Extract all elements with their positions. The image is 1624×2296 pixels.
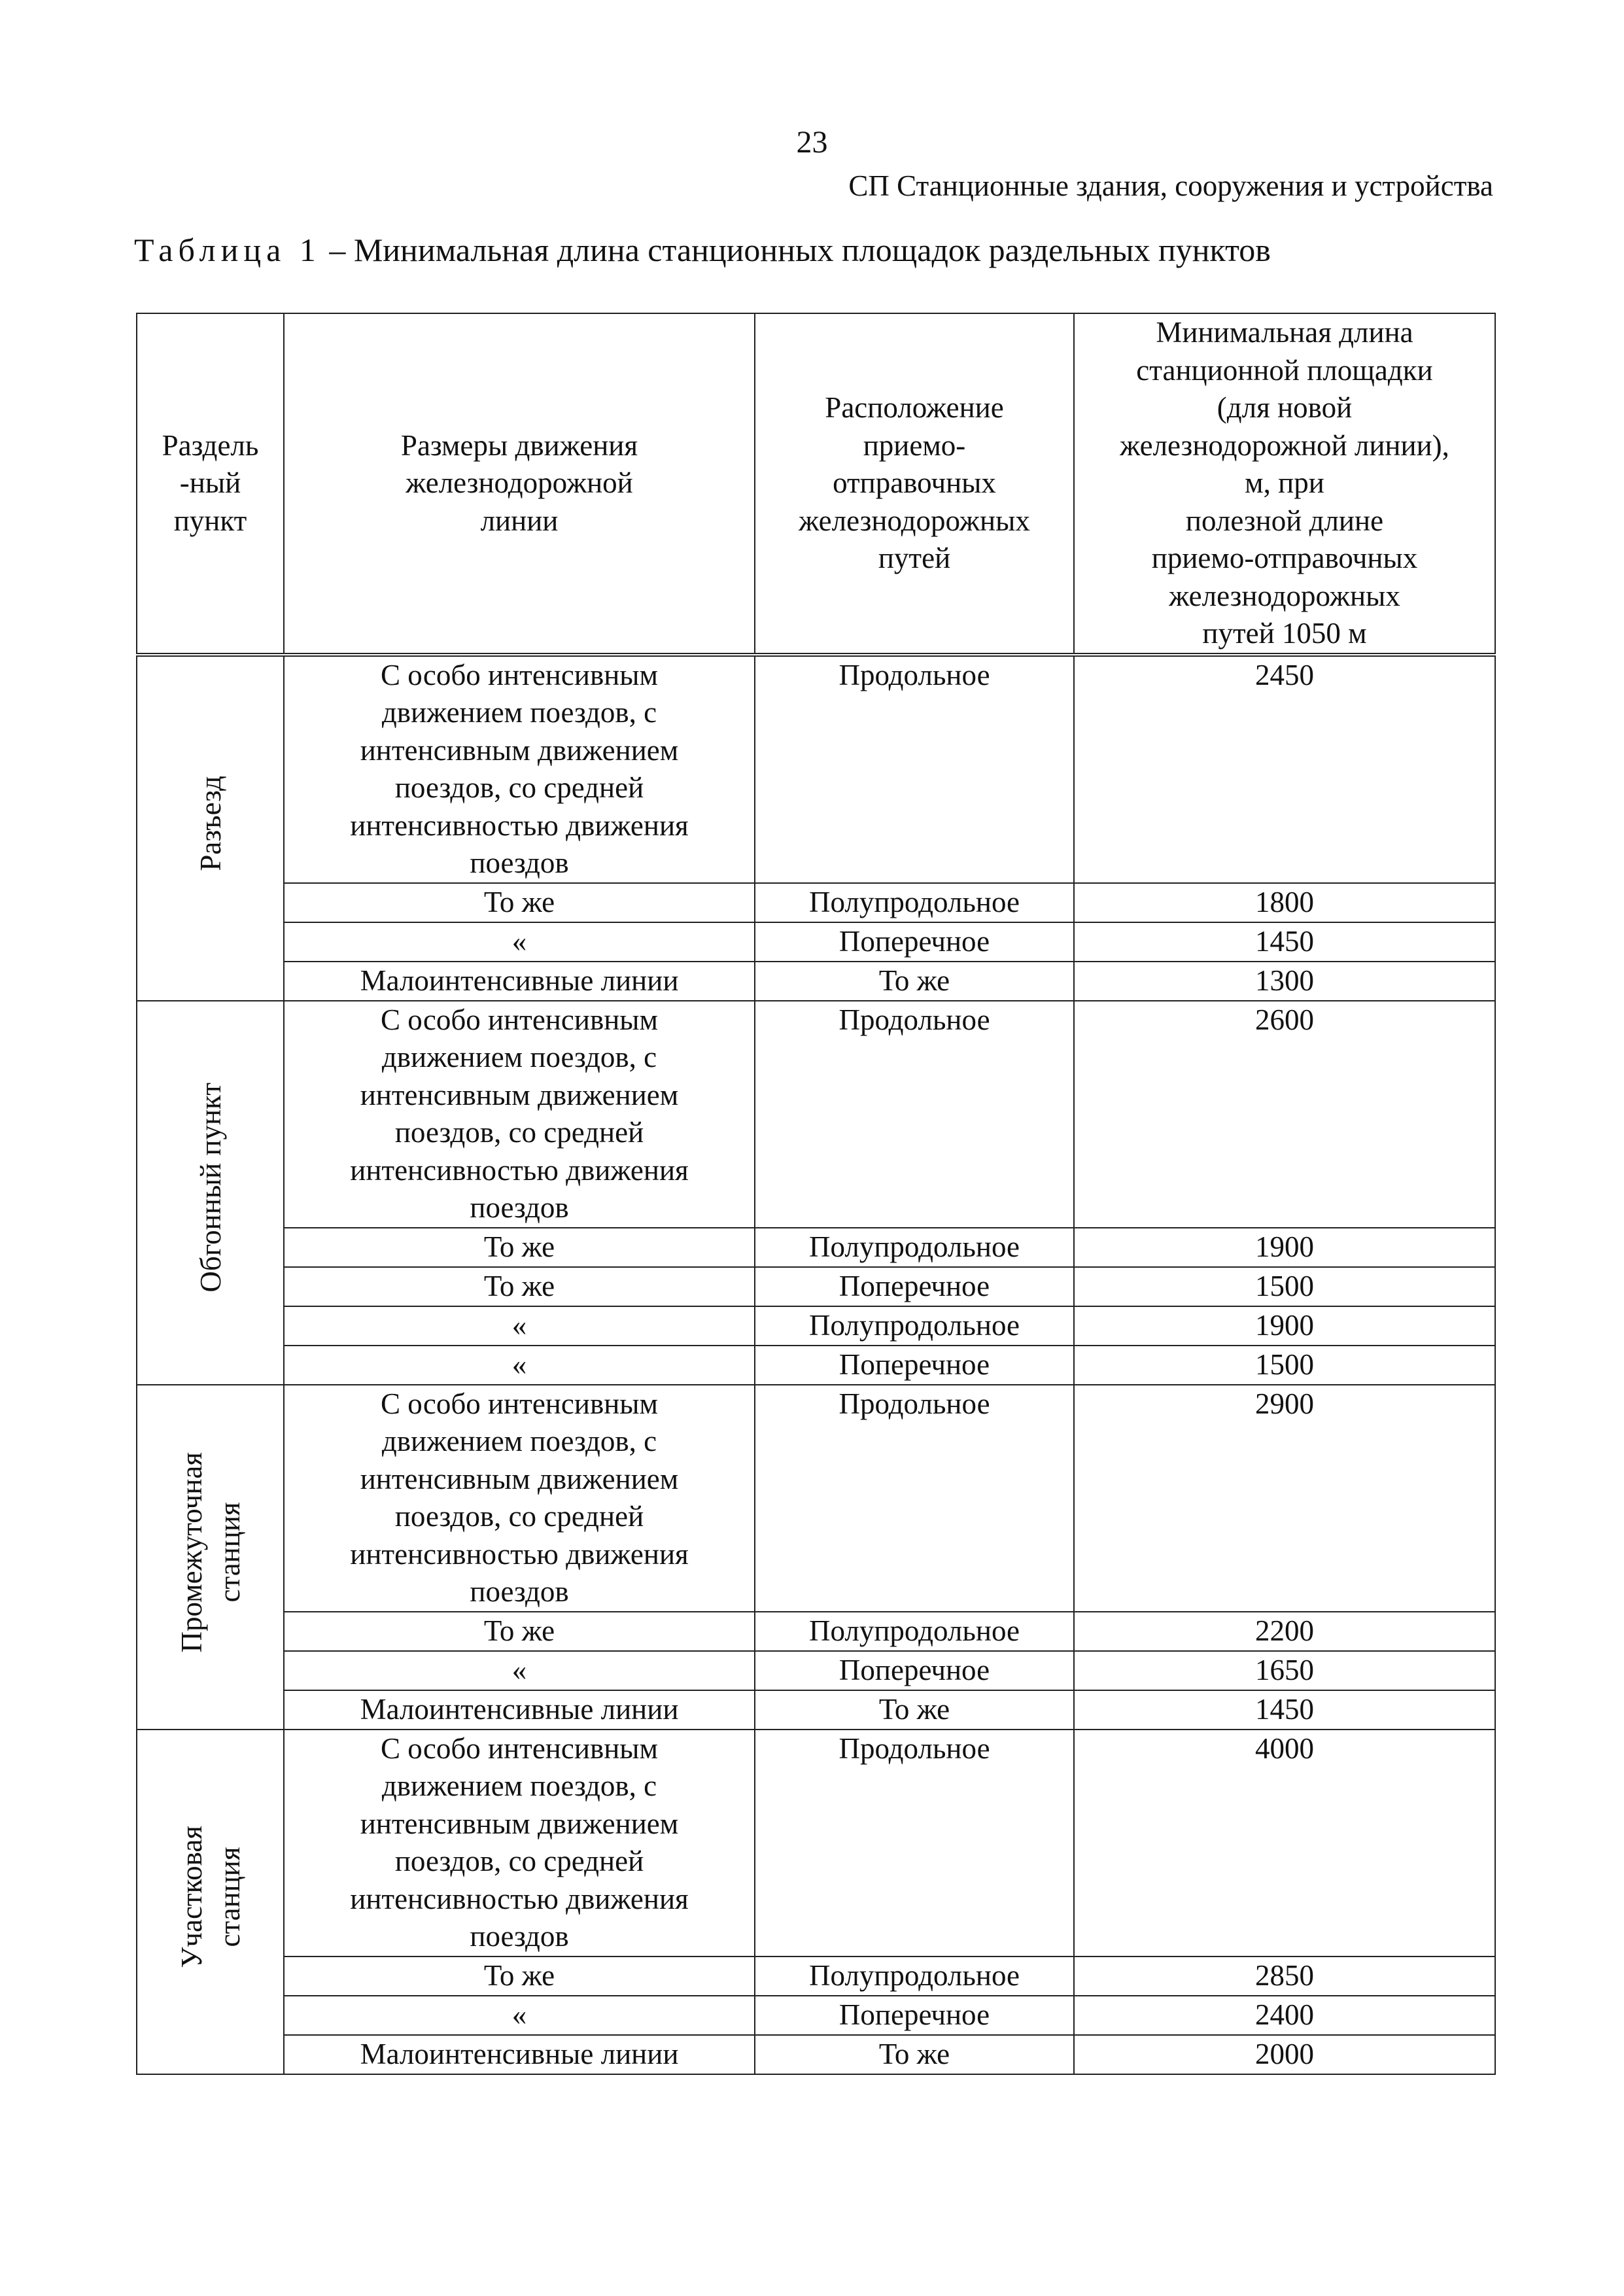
table-row xyxy=(137,1730,1495,1957)
table-row xyxy=(137,922,1495,962)
table-body xyxy=(137,655,1495,2074)
header-track-location: Расположение приемо- отправочных железнодорожных путей xyxy=(755,313,1074,655)
platform-length-cell: 1300 xyxy=(1074,962,1495,1001)
table-row xyxy=(137,1346,1495,1385)
table-row xyxy=(137,1001,1495,1228)
track-location-cell: Полупродольное xyxy=(755,1612,1074,1651)
page-number: 23 xyxy=(796,125,828,160)
table-row xyxy=(137,1996,1495,2035)
platform-length-cell: 2400 xyxy=(1074,1996,1495,2035)
table-row xyxy=(137,2035,1495,2074)
track-location-cell: Полупродольное xyxy=(755,883,1074,922)
table-caption xyxy=(134,230,1271,270)
table-row xyxy=(137,1612,1495,1651)
table-row xyxy=(137,962,1495,1001)
table-row xyxy=(137,1690,1495,1730)
table-row xyxy=(137,1957,1495,1996)
traffic-size-cell: « xyxy=(284,1651,755,1690)
table-row xyxy=(137,1651,1495,1690)
table-header-row xyxy=(137,313,1495,655)
separation-point-label: Участковая станция xyxy=(175,1825,246,1968)
track-location-cell: Поперечное xyxy=(755,1346,1074,1385)
track-location-cell: Полупродольное xyxy=(755,1306,1074,1346)
platform-length-cell: 2600 xyxy=(1074,1001,1495,1228)
platform-length-cell: 2850 xyxy=(1074,1957,1495,1996)
table-row xyxy=(137,1267,1495,1306)
track-location-cell: Поперечное xyxy=(755,1651,1074,1690)
separation-point-label: Обгонный пункт xyxy=(194,1083,227,1293)
separation-point-label: Разъезд xyxy=(194,775,227,871)
separation-point-cell xyxy=(137,1385,284,1730)
traffic-size-cell: « xyxy=(284,922,755,962)
table-caption-dash: – xyxy=(320,232,354,268)
platform-length-cell: 2900 xyxy=(1074,1385,1495,1612)
table-row xyxy=(137,1306,1495,1346)
header-traffic-size: Размеры движения железнодорожной линии xyxy=(284,313,755,655)
separation-point-cell xyxy=(137,655,284,1001)
platform-length-cell: 1500 xyxy=(1074,1346,1495,1385)
table-row xyxy=(137,1385,1495,1612)
track-location-cell: Полупродольное xyxy=(755,1957,1074,1996)
traffic-size-cell: То же xyxy=(284,883,755,922)
traffic-size-cell: Малоинтенсивные линии xyxy=(284,1690,755,1730)
traffic-size-cell: « xyxy=(284,1346,755,1385)
track-location-cell: Продольное xyxy=(755,1001,1074,1228)
platform-length-cell: 1450 xyxy=(1074,1690,1495,1730)
platform-length-cell: 1500 xyxy=(1074,1267,1495,1306)
platform-length-cell: 1450 xyxy=(1074,922,1495,962)
header-separation-point: Раздель -ный пункт xyxy=(137,313,284,655)
station-length-table xyxy=(136,313,1496,2075)
traffic-size-cell: « xyxy=(284,1996,755,2035)
separation-point-label: Промежуточная станция xyxy=(175,1452,246,1652)
traffic-size-cell: То же xyxy=(284,1957,755,1996)
platform-length-cell: 2000 xyxy=(1074,2035,1495,2074)
platform-length-cell: 4000 xyxy=(1074,1730,1495,1957)
track-location-cell: Продольное xyxy=(755,1385,1074,1612)
platform-length-cell: 1900 xyxy=(1074,1306,1495,1346)
track-location-cell: Полупродольное xyxy=(755,1228,1074,1267)
track-location-cell: Продольное xyxy=(755,1730,1074,1957)
traffic-size-cell: С особо интенсивным движением поездов, с интенсивным движением поездов, со средней интенсивностью движения поездов xyxy=(284,1385,755,1612)
traffic-size-cell: « xyxy=(284,1306,755,1346)
track-location-cell: Продольное xyxy=(755,655,1074,883)
table-caption-label: Таблица 1 xyxy=(134,232,321,268)
traffic-size-cell: То же xyxy=(284,1267,755,1306)
separation-point-cell xyxy=(137,1001,284,1385)
running-header: СП Станционные здания, сооружения и устройства xyxy=(848,169,1493,202)
traffic-size-cell: С особо интенсивным движением поездов, с интенсивным движением поездов, со средней интенсивностью движения поездов xyxy=(284,1730,755,1957)
platform-length-cell: 1800 xyxy=(1074,883,1495,922)
table-row xyxy=(137,1228,1495,1267)
track-location-cell: Поперечное xyxy=(755,1267,1074,1306)
platform-length-cell: 2450 xyxy=(1074,655,1495,883)
table-caption-title: Минимальная длина станционных площадок раздельных пунктов xyxy=(353,232,1271,268)
platform-length-cell: 1650 xyxy=(1074,1651,1495,1690)
table-row xyxy=(137,883,1495,922)
traffic-size-cell: Малоинтенсивные линии xyxy=(284,962,755,1001)
separation-point-cell xyxy=(137,1730,284,2074)
table-row xyxy=(137,655,1495,883)
traffic-size-cell: То же xyxy=(284,1228,755,1267)
platform-length-cell: 1900 xyxy=(1074,1228,1495,1267)
track-location-cell: То же xyxy=(755,962,1074,1001)
platform-length-cell: 2200 xyxy=(1074,1612,1495,1651)
traffic-size-cell: С особо интенсивным движением поездов, с интенсивным движением поездов, со средней интенсивностью движения поездов xyxy=(284,1001,755,1228)
traffic-size-cell: То же xyxy=(284,1612,755,1651)
header-min-platform-length: Минимальная длина станционной площадки (для новой железнодорожной линии), м, при полезной длине приемо-отправочных железнодорожных путей 1050 м xyxy=(1074,313,1495,655)
track-location-cell: Поперечное xyxy=(755,922,1074,962)
traffic-size-cell: С особо интенсивным движением поездов, с интенсивным движением поездов, со средней интенсивностью движения поездов xyxy=(284,655,755,883)
track-location-cell: То же xyxy=(755,1690,1074,1730)
track-location-cell: То же xyxy=(755,2035,1074,2074)
track-location-cell: Поперечное xyxy=(755,1996,1074,2035)
traffic-size-cell: Малоинтенсивные линии xyxy=(284,2035,755,2074)
